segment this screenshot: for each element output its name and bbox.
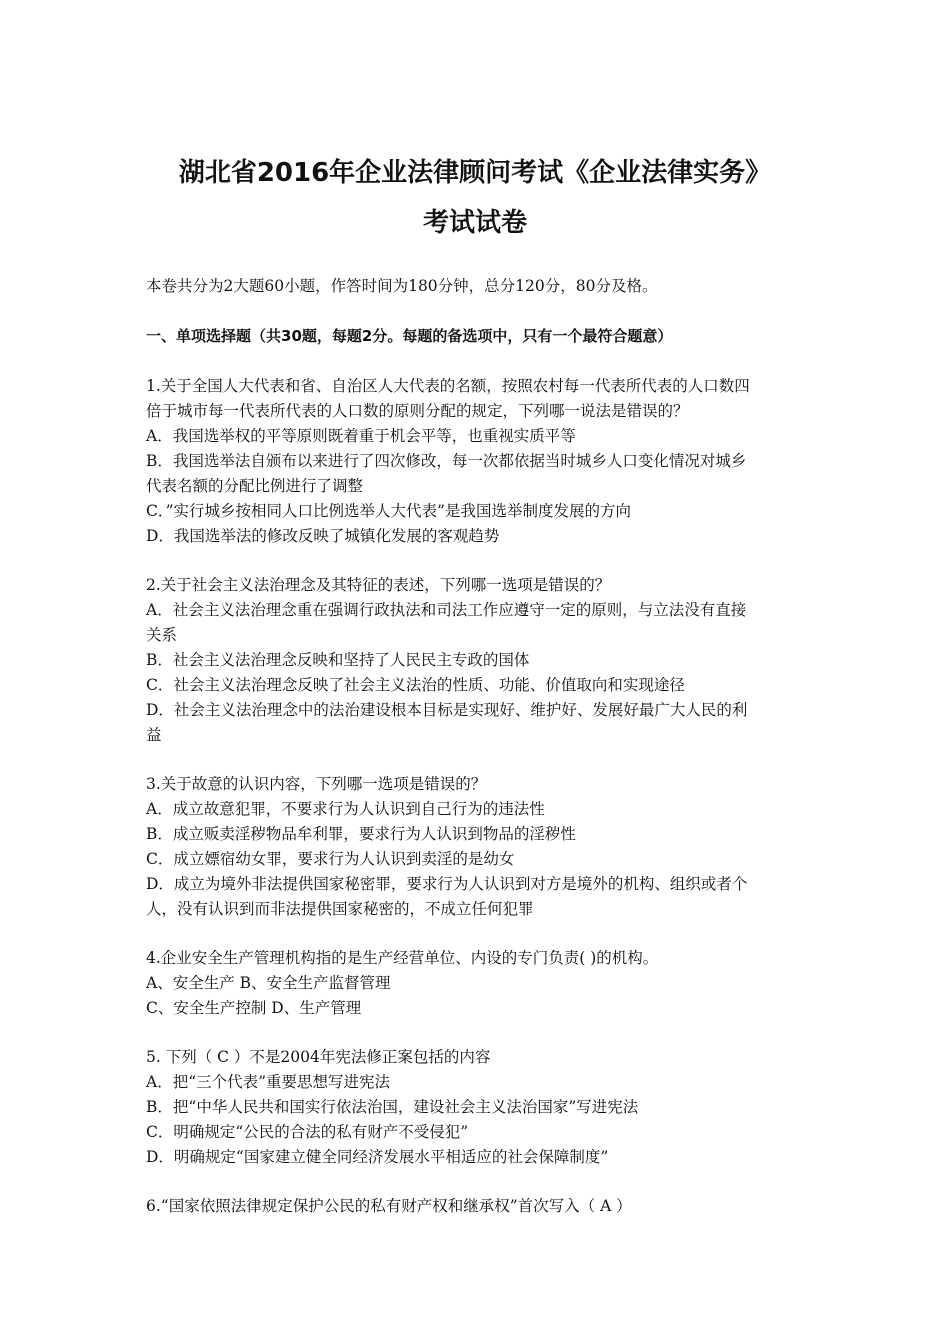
question-3-option-d: D．成立为境外非法提供国家秘密罪，要求行为人认识到对方是境外的机构、组织或者个 [146, 875, 748, 893]
question-5-stem: 5. 下列（ C ）不是2004年宪法修正案包括的内容 [146, 1048, 491, 1066]
question-3-stem: 3.关于故意的认识内容，下列哪一选项是错误的？ [146, 775, 487, 793]
question-1-option-d: D．我国选举法的修改反映了城镇化发展的客观趋势 [146, 527, 500, 545]
question-2-option-a-cont: 关系 [146, 626, 178, 644]
exam-intro: 本卷共分为2大题60小题，作答时间为180分钟，总分120分，80分及格。 [146, 277, 658, 295]
question-1-option-b: B．我国选举法自颁布以来进行了四次修改，每一次都依据当时城乡人口变化情况对城乡 [146, 452, 747, 470]
question-5-option-a: A．把“三个代表”重要思想写进宪法 [146, 1073, 391, 1091]
question-3-option-b: B．成立贩卖淫秽物品牟利罪，要求行为人认识到物品的淫秽性 [146, 825, 576, 843]
document-title-line-1: 湖北省2016年企业法律顾问考试《企业法律实务》 [178, 158, 772, 188]
question-1-option-c: C．”实行城乡按相同人口比例选举人大代表”是我国选举制度发展的方向 [146, 502, 631, 520]
question-3-option-c: C．成立嫖宿幼女罪，要求行为人认识到卖淫的是幼女 [146, 850, 515, 868]
question-1-stem-cont: 倍于城市每一代表所代表的人口数的原则分配的规定，下列哪一说法是错误的？ [146, 402, 689, 420]
question-4-stem: 4.企业安全生产管理机构指的是生产经营单位、内设的专门负责( )的机构。 [146, 949, 659, 967]
question-1-option-b-cont: 代表名额的分配比例进行了调整 [146, 477, 364, 495]
question-5-option-c: C．明确规定“公民的合法的私有财产不受侵犯” [146, 1123, 469, 1141]
question-2-option-d-cont: 益 [146, 726, 162, 744]
question-2-option-b: B．社会主义法治理念反映和坚持了人民民主专政的国体 [146, 651, 530, 669]
question-5-option-d: D．明确规定“国家建立健全同经济发展水平相适应的社会保障制度” [146, 1148, 609, 1166]
question-6-stem: 6.“国家依照法律规定保护公民的私有财产权和继承权”首次写入（ A ） [146, 1197, 632, 1215]
question-2-option-a: A．社会主义法治理念重在强调行政执法和司法工作应遵守一定的原则，与立法没有直接 [146, 601, 747, 619]
question-3-option-a: A．成立故意犯罪，不要求行为人认识到自己行为的违法性 [146, 800, 545, 818]
question-2-stem: 2.关于社会主义法治理念及其特征的表述，下列哪一选项是错误的？ [146, 576, 611, 594]
question-1-stem: 1.关于全国人大代表和省、自治区人大代表的名额，按照农村每一代表所代表的人口数四 [146, 377, 750, 395]
question-3-option-d-cont: 人，没有认识到而非法提供国家秘密的，不成立任何犯罪 [146, 900, 534, 918]
document-title-line-2: 考试试卷 [422, 208, 527, 238]
question-2-option-c: C．社会主义法治理念反映了社会主义法治的性质、功能、价值取向和实现途径 [146, 676, 685, 694]
section-heading: 一、单项选择题（共30题，每题2分。每题的备选项中，只有一个最符合题意） [146, 327, 673, 345]
question-2-option-d: D．社会主义法治理念中的法治建设根本目标是实现好、维护好、发展好最广大人民的利 [146, 701, 748, 719]
question-4-options-cd: C、安全生产控制 D、生产管理 [146, 999, 362, 1017]
question-1-option-a: A．我国选举权的平等原则既着重于机会平等，也重视实质平等 [146, 427, 576, 445]
question-4-options-ab: A、安全生产 B、安全生产监督管理 [146, 974, 391, 992]
question-5-option-b: B．把“中华人民共和国实行依法治国，建设社会主义法治国家”写进宪法 [146, 1098, 639, 1116]
